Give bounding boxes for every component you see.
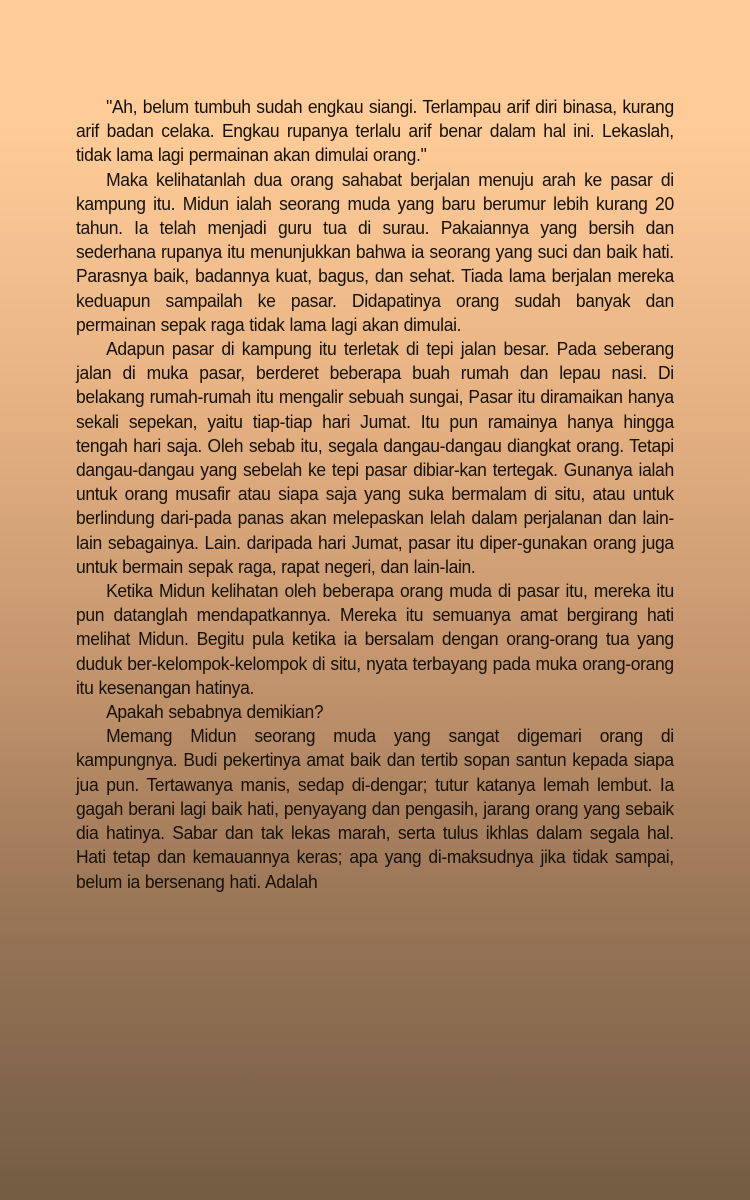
paragraph-6: Memang Midun seorang muda yang sangat digemari orang di kampungnya. Budi pekertinya amat baik dan tertib sopan santun kepada siapa jua pun. Tertawanya manis, sedap di-dengar; tutur katanya lemah lembut. Ia gagah berani lagi baik hati, penyayang dan pengasih, jarang orang yang sebaik dia hatinya. Sabar dan tak lekas marah, serta tulus ikhlas dalam segala hal. Hati tetap dan kemauannya keras; apa yang di-maksudnya jika tidak sampai, belum ia bersenang hati. Adalah [76, 725, 674, 892]
paragraph-4: Ketika Midun kelihatan oleh beberapa orang muda di pasar itu, mereka itu pun datanglah mendapatkannya. Mereka itu semuanya amat bergirang hati melihat Midun. Begitu pula ketika ia bersalam dengan orang-orang tua yang duduk ber-kelompok-kelompok di situ, nyata terbayang pada muka orang-orang itu kesenangan hatinya. [76, 580, 674, 698]
document-page [76, 95, 674, 894]
paragraph-3: Adapun pasar di kampung itu terletak di tepi jalan besar. Pada seberang jalan di muka pasar, berderet beberapa buah rumah dan lepau nasi. Di belakang rumah-rumah itu mengalir sebuah sungai, Pasar itu diramaikan hanya sekali sepekan, yaitu tiap-tiap hari Jumat. Itu pun ramainya hanya hingga tengah hari saja. Oleh sebab itu, segala dangau-dangau diangkat orang. Tetapi dangau-dangau yang sebelah ke tepi pasar dibiar-kan tertegak. Gunanya ialah untuk orang musafir atau siapa saja yang suka bermalam di situ, atau untuk berlindung dari-pada panas akan melepaskan lelah dalam perjalanan dan lain-lain sebagainya. Lain. daripada hari Jumat, pasar itu diper-gunakan orang juga untuk bermain sepak raga, rapat negeri, dan lain-lain. [76, 338, 674, 577]
paragraph-1: "Ah, belum tumbuh sudah engkau siangi. Terlampau arif diri binasa, kurang arif badan celaka. Engkau rupanya terlalu arif benar dalam hal ini. Lekaslah, tidak lama lagi permainan akan dimulai orang." [76, 96, 674, 166]
paragraph-5: Apakah sebabnya demikian? [106, 701, 324, 723]
paragraph-2: Maka kelihatanlah dua orang sahabat berjalan menuju arah ke pasar di kampung itu. Midun ialah seorang muda yang baru berumur lebih kurang 20 tahun. Ia telah menjadi guru tua di surau. Pakaiannya yang bersih dan sederhana rupanya itu menunjukkan bahwa ia seorang yang suci dan baik hati. Parasnya baik, badannya kuat, bagus, dan sehat. Tiada lama berjalan mereka keduapun sampailah ke pasar. Didapatinya orang sudah banyak dan permainan sepak raga tidak lama lagi akan dimulai. [76, 168, 674, 335]
